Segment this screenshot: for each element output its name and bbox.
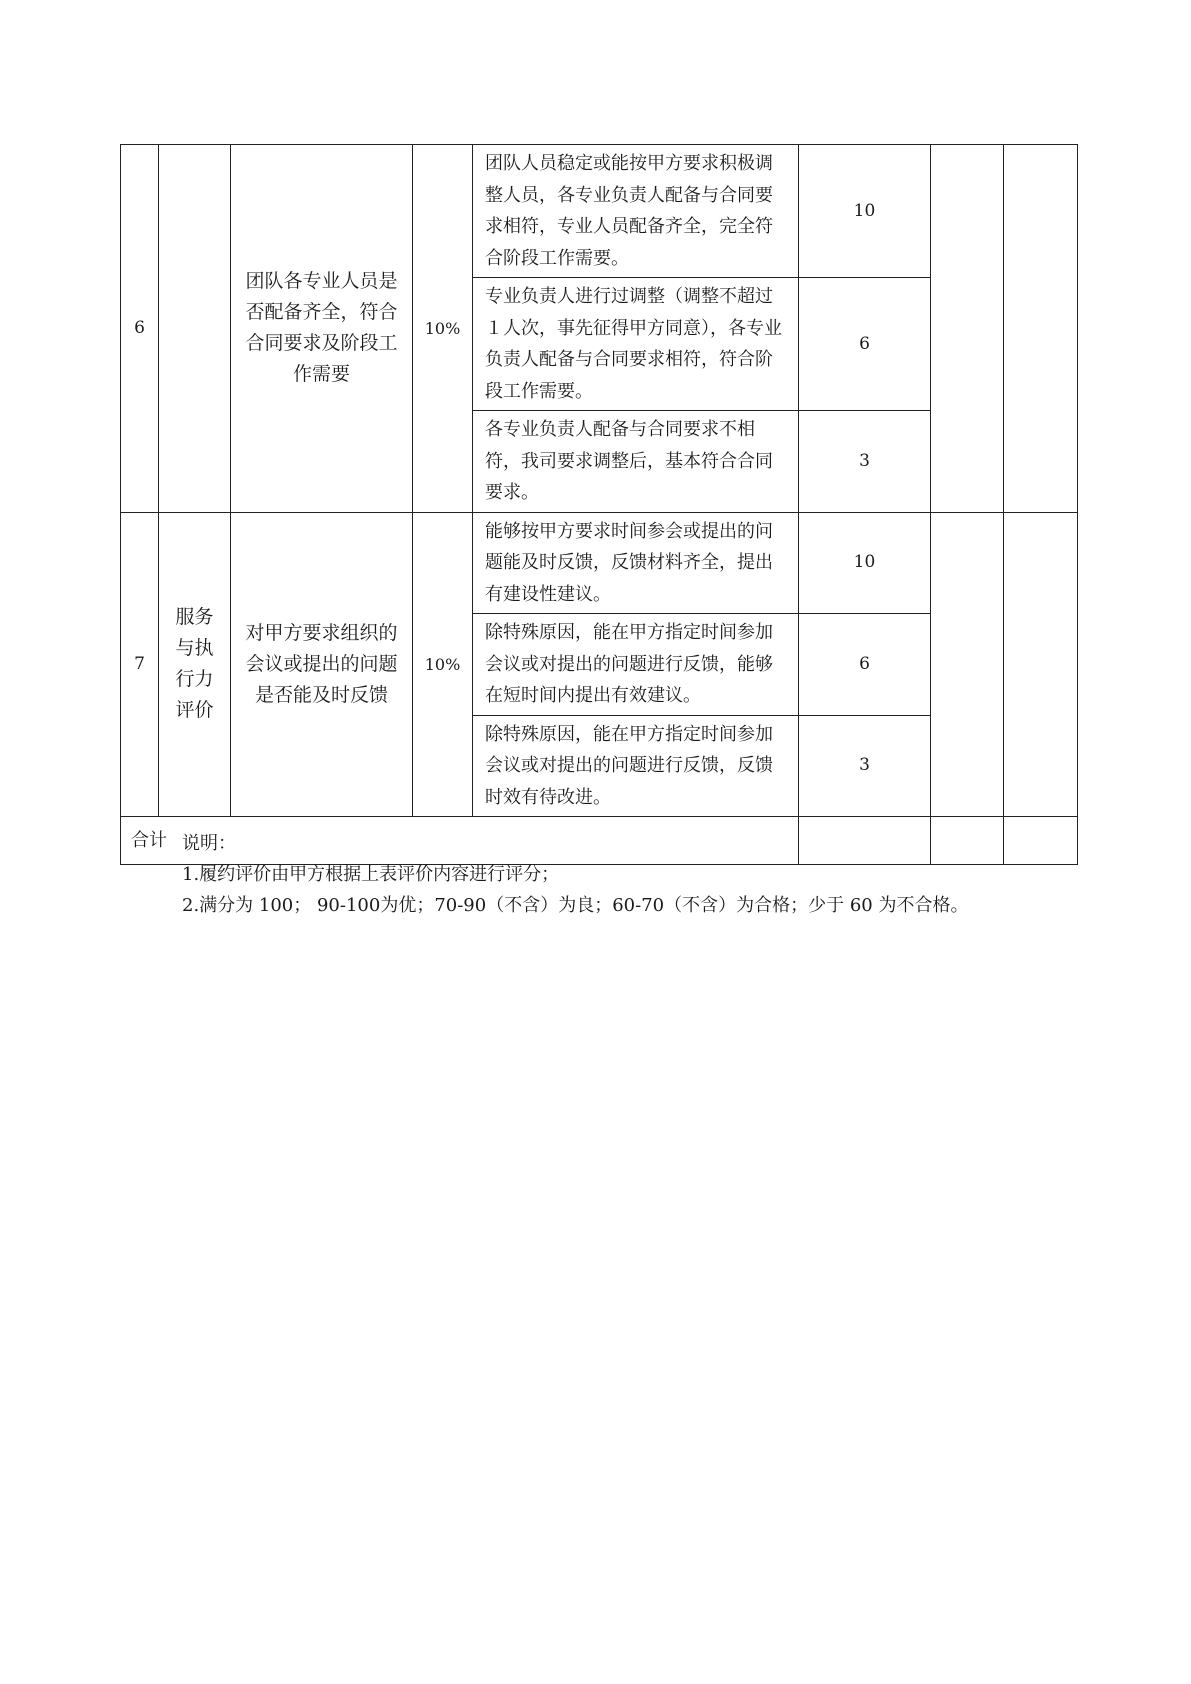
blank-cell [1004,817,1078,865]
notes [182,828,968,921]
row-item: 团队各专业人员是否配备齐全，符合合同要求及阶段工作需要 [231,145,413,513]
row-weight: 10% [413,512,473,817]
criteria-score: 3 [799,715,931,817]
blank-cell [931,145,1004,513]
row-category [159,145,231,513]
notes-line-2: 2.满分为 100； 90-100为优；70-90（不含）为良；60-70（不含）为合格；少于 60 为不合格。 [182,895,969,916]
row-weight: 10% [413,145,473,513]
blank-cell [1004,512,1078,817]
criteria-text: 除特殊原因，能在甲方指定时间参加会议或对提出的问题进行反馈，反馈时效有待改进。 [473,715,799,817]
total-label: 合计 [121,817,799,865]
criteria-text: 能够按甲方要求时间参会或提出的问题能及时反馈，反馈材料齐全，提出有建设性建议。 [473,512,799,614]
blank-cell [1004,145,1078,513]
row-category: 服务与执行力评价 [159,512,231,817]
table-row [121,145,1078,278]
criteria-score: 10 [799,145,931,278]
criteria-text: 专业负责人进行过调整（调整不超过１人次，事先征得甲方同意），各专业负责人配备与合同要求相符，符合阶段工作需要。 [473,278,799,411]
notes-line-1: 1.履约评价由甲方根据上表评价内容进行评分； [182,864,560,885]
criteria-score: 6 [799,614,931,716]
criteria-score: 6 [799,278,931,411]
criteria-text: 团队人员稳定或能按甲方要求积极调整人员，各专业负责人配备与合同要求相符，专业人员配备齐全，完全符合阶段工作需要。 [473,145,799,278]
criteria-score: 10 [799,512,931,614]
evaluation-table [120,144,1078,865]
row-item: 对甲方要求组织的会议或提出的问题是否能及时反馈 [231,512,413,817]
criteria-text: 除特殊原因，能在甲方指定时间参加会议或对提出的问题进行反馈，能够在短时间内提出有效建议。 [473,614,799,716]
blank-cell [931,512,1004,817]
criteria-text: 各专业负责人配备与合同要求不相符，我司要求调整后，基本符合合同要求。 [473,411,799,513]
notes-heading: 说明： [182,833,236,854]
row-number: 6 [121,145,159,513]
row-number: 7 [121,512,159,817]
criteria-score: 3 [799,411,931,513]
table-row [121,512,1078,614]
